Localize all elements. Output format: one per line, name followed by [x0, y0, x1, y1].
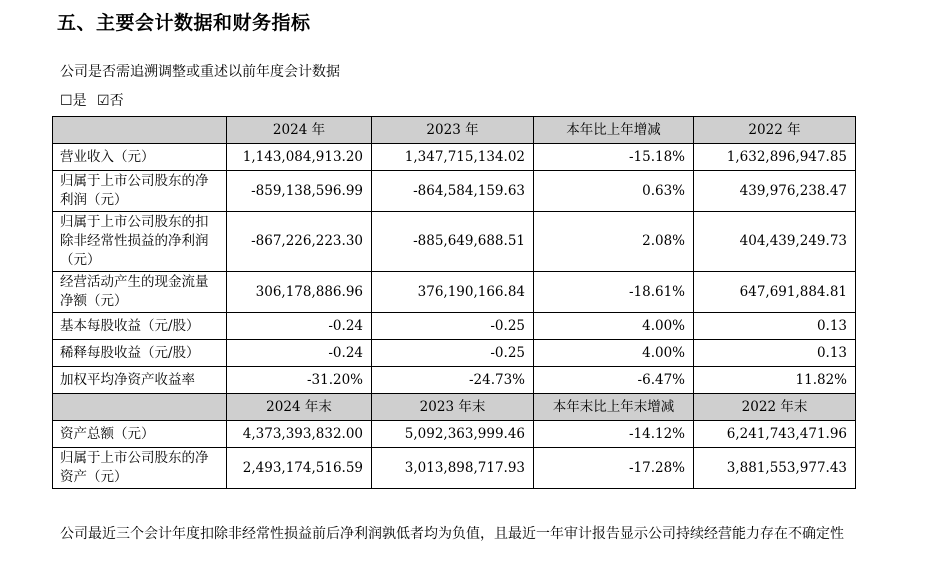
- restatement-options: [60, 90, 124, 110]
- value-cell: -0.24: [227, 313, 372, 340]
- value-cell: -0.25: [372, 313, 534, 340]
- column-header: 2024 年末: [227, 394, 372, 421]
- value-cell: -15.18%: [534, 144, 694, 171]
- column-header: [53, 117, 227, 144]
- value-cell: 1,143,084,913.20: [227, 144, 372, 171]
- value-cell: 0.13: [694, 340, 856, 367]
- value-cell: 1,347,715,134.02: [372, 144, 534, 171]
- value-cell: 5,092,363,999.46: [372, 421, 534, 448]
- column-header: 2024 年: [227, 117, 372, 144]
- value-cell: 3,013,898,717.93: [372, 448, 534, 489]
- financial-data-table: [52, 116, 856, 489]
- row-label: 经营活动产生的现金流量净额（元）: [53, 272, 227, 313]
- value-cell: -864,584,159.63: [372, 171, 534, 212]
- value-cell: 4.00%: [534, 313, 694, 340]
- value-cell: 3,881,553,977.43: [694, 448, 856, 489]
- value-cell: -6.47%: [534, 367, 694, 394]
- value-cell: -0.24: [227, 340, 372, 367]
- column-header: 本年末比上年末增减: [534, 394, 694, 421]
- value-cell: -859,138,596.99: [227, 171, 372, 212]
- column-header: 2022 年末: [694, 394, 856, 421]
- row-label: 资产总额（元）: [53, 421, 227, 448]
- row-label: 归属于上市公司股东的净资产（元）: [53, 448, 227, 489]
- row-label: 稀释每股收益（元/股）: [53, 340, 227, 367]
- table-row: [53, 340, 856, 367]
- value-cell: 1,632,896,947.85: [694, 144, 856, 171]
- section-title: 五、主要会计数据和财务指标: [57, 12, 311, 34]
- table-row: [53, 212, 856, 272]
- table-row: [53, 272, 856, 313]
- value-cell: -18.61%: [534, 272, 694, 313]
- value-cell: -885,649,688.51: [372, 212, 534, 272]
- table-row: [53, 144, 856, 171]
- yes-label: 是: [72, 93, 87, 109]
- row-label: 归属于上市公司股东的扣除非经常性损益的净利润（元）: [53, 212, 227, 272]
- restatement-question: 公司是否需追溯调整或重述以前年度会计数据: [60, 64, 340, 80]
- column-header: 2023 年: [372, 117, 534, 144]
- value-cell: 404,439,249.73: [694, 212, 856, 272]
- value-cell: 0.13: [694, 313, 856, 340]
- row-label: 归属于上市公司股东的净利润（元）: [53, 171, 227, 212]
- row-label: 营业收入（元）: [53, 144, 227, 171]
- value-cell: 647,691,884.81: [694, 272, 856, 313]
- table-row: [53, 448, 856, 489]
- table-row: [53, 367, 856, 394]
- table-row: [53, 313, 856, 340]
- column-header: [53, 394, 227, 421]
- value-cell: 0.63%: [534, 171, 694, 212]
- value-cell: 4,373,393,832.00: [227, 421, 372, 448]
- value-cell: -31.20%: [227, 367, 372, 394]
- value-cell: 439,976,238.47: [694, 171, 856, 212]
- value-cell: -14.12%: [534, 421, 694, 448]
- going-concern-note: 公司最近三个会计年度扣除非经常性损益前后净利润孰低者均为负值，且最近一年审计报告显示公司持续经营能力存在不确定性: [60, 526, 844, 542]
- value-cell: -867,226,223.30: [227, 212, 372, 272]
- value-cell: 4.00%: [534, 340, 694, 367]
- no-checkbox[interactable]: ☑: [97, 93, 110, 109]
- table-row: [53, 171, 856, 212]
- table-row: [53, 421, 856, 448]
- column-header: 2023 年末: [372, 394, 534, 421]
- table-header-row: [53, 394, 856, 421]
- value-cell: 376,190,166.84: [372, 272, 534, 313]
- row-label: 基本每股收益（元/股）: [53, 313, 227, 340]
- value-cell: -0.25: [372, 340, 534, 367]
- yes-checkbox[interactable]: ☐: [60, 93, 73, 109]
- value-cell: 2.08%: [534, 212, 694, 272]
- value-cell: 6,241,743,471.96: [694, 421, 856, 448]
- column-header: 本年比上年增减: [534, 117, 694, 144]
- no-label: 否: [109, 93, 124, 109]
- value-cell: 306,178,886.96: [227, 272, 372, 313]
- value-cell: -24.73%: [372, 367, 534, 394]
- value-cell: 11.82%: [694, 367, 856, 394]
- value-cell: -17.28%: [534, 448, 694, 489]
- row-label: 加权平均净资产收益率: [53, 367, 227, 394]
- column-header: 2022 年: [694, 117, 856, 144]
- value-cell: 2,493,174,516.59: [227, 448, 372, 489]
- table-header-row: [53, 117, 856, 144]
